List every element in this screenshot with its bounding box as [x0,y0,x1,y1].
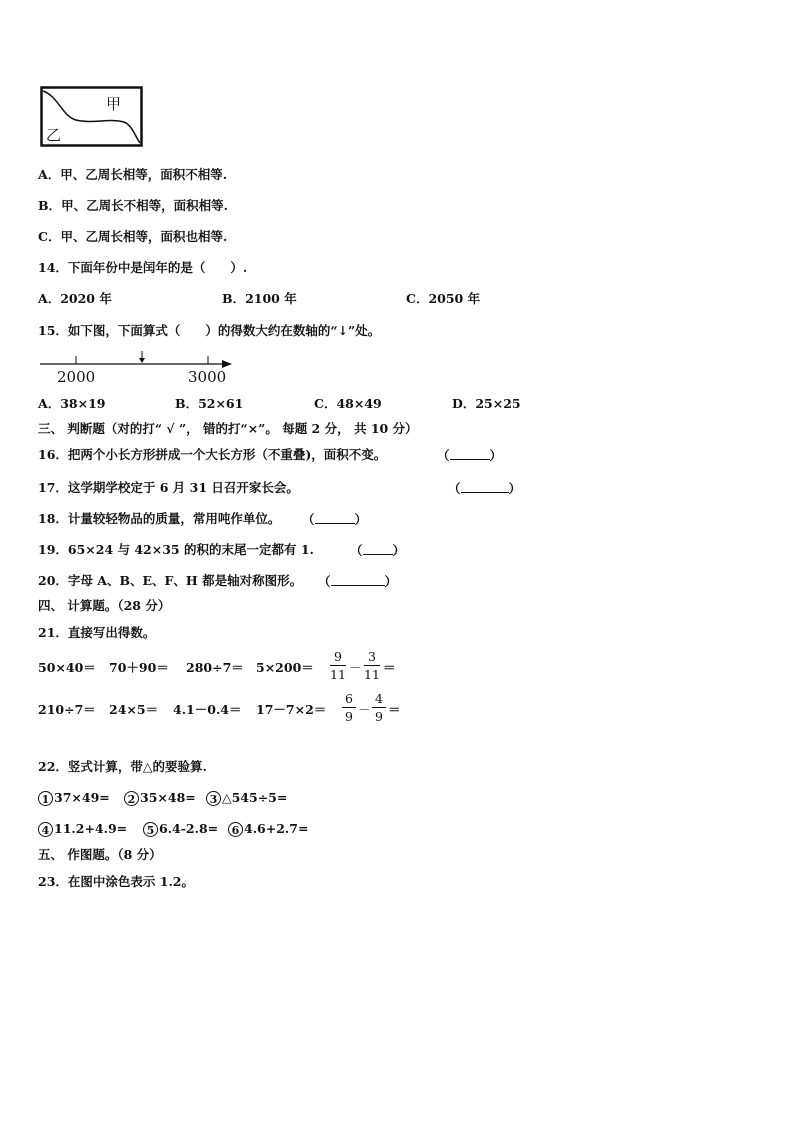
paren-open: （ [302,512,315,527]
paren-close: ） [354,512,368,527]
blank-line [461,480,509,493]
q16-answer-blank[interactable] [437,447,502,464]
q20-answer-blank[interactable] [318,573,397,590]
section-5-heading: 五、 作图题。（8 分） [38,847,162,862]
numerator: 3 [368,649,376,664]
denominator: 9 [345,709,353,724]
q13-option-b: B．甲、乙周长不相等，面积相等. [38,198,228,213]
q22-item-5 [143,821,218,837]
q23-stem: 23．在图中涂色表示 1.2。 [38,874,194,889]
figure-label-jia: 甲 [106,95,122,113]
q15-option-d: D．25×25 [452,396,521,411]
circled-number: 5 [143,822,158,837]
q21-r1-item-1: 50×40＝ [38,660,96,675]
q22-item-4 [38,821,127,837]
paren-close: ） [384,574,398,589]
q15-option-a: A．38×19 [38,396,106,411]
blank-line [363,542,393,555]
expression: 35×48= [140,790,196,805]
q21-r1-item-2: 70＋90＝ [109,660,169,675]
figure-label-yi: 乙 [46,126,62,144]
q18-text: 18．计量较轻物品的质量，常用吨作单位。 [38,511,281,526]
section-3-heading: 三、 判断题（对的打“ √ ”， 错的打“×”。 每题 2 分， 共 10 分） [38,421,418,436]
q15-option-c: C．48×49 [314,396,382,411]
q21-r2-item-3: 4.1－0.4＝ [173,702,242,717]
q15-option-b: B．52×61 [175,396,244,411]
circled-number: 6 [228,822,243,837]
expression: 6.4-2.8= [159,821,219,836]
expression: 37×49= [54,790,110,805]
q21-stem: 21．直接写出得数。 [38,625,156,640]
paren-open: （ [350,543,363,558]
jia-yi-figure [40,86,144,148]
q21-r1-item-4: 5×200＝ [256,660,314,675]
blank-line [450,447,490,460]
numerator: 9 [334,649,342,664]
paren-close: ） [508,481,522,496]
circled-number: 4 [38,822,53,837]
q21-frac2-eq: ＝ [388,702,401,717]
denominator: 9 [375,709,383,724]
circled-number: 3 [206,791,221,806]
q21-frac1-op: － [349,660,362,675]
jia-yi-figure-svg [40,86,144,148]
q14-stem: 14．下面年份中是闰年的是（ ）. [38,260,248,275]
q17-text: 17．这学期学校定于 6 月 31 日召开家长会。 [38,480,299,495]
q21-frac2-op: － [358,702,371,717]
q20-text: 20．字母 A、B、E、F、H 都是轴对称图形。 [38,573,303,588]
q22-item-6 [228,821,308,837]
paren-open: （ [448,481,461,496]
fraction-bar [364,665,380,666]
q21-r2-item-4: 17－7×2＝ [256,702,327,717]
axis-label-2000: 2000 [57,368,96,384]
fraction-bar [372,707,386,708]
blank-line [315,511,355,524]
denominator: 11 [364,667,380,682]
paren-open: （ [437,448,450,463]
fraction-bar [342,707,356,708]
numerator: 6 [345,691,353,706]
paren-close: ） [392,543,406,558]
numerator: 4 [375,691,383,706]
q14-option-a: A．2020 年 [38,291,112,306]
circled-number: 1 [38,791,53,806]
blank-line [331,573,385,586]
q17-answer-blank[interactable] [448,480,521,497]
q21-r2-item-1: 210÷7＝ [38,702,96,717]
section-4-heading: 四、 计算题。（28 分） [38,598,171,613]
q21-frac1-eq: ＝ [383,660,396,675]
q16-text: 16．把两个小长方形拼成一个大长方形（不重叠)，面积不变。 [38,447,387,462]
paren-open: （ [318,574,331,589]
expression: 11.2+4.9= [54,821,128,836]
expression: 4.6+2.7= [244,821,309,836]
q19-answer-blank[interactable] [350,542,405,559]
q13-option-a: A．甲、乙周长相等，面积不相等. [38,167,228,182]
number-line-svg [36,350,236,384]
axis-label-3000: 3000 [188,368,227,384]
q22-stem: 22．竖式计算，带△的要验算. [38,759,207,774]
q19-text: 19．65×24 与 42×35 的积的末尾一定都有 1. [38,542,314,557]
q21-frac2-b [372,691,386,724]
q21-frac1-b [364,649,380,682]
q22-item-1 [38,790,110,806]
q13-option-c: C．甲、乙周长相等，面积也相等. [38,229,228,244]
q22-item-2 [124,790,196,806]
q14-option-b: B．2100 年 [222,291,297,306]
number-line [36,350,236,384]
q15-stem: 15．如下图，下面算式（ ）的得数大约在数轴的“↓”处。 [38,323,381,338]
expression: △545÷5= [222,790,288,805]
circled-number: 2 [124,791,139,806]
paren-close: ） [489,448,503,463]
q18-answer-blank[interactable] [302,511,367,528]
fraction-bar [330,665,346,666]
q21-frac2-a [342,691,356,724]
q21-r2-item-2: 24×5＝ [109,702,159,717]
q21-r1-item-3: 280÷7＝ [186,660,244,675]
q14-option-c: C．2050 年 [406,291,481,306]
denominator: 11 [330,667,346,682]
q22-item-3 [206,790,287,806]
q21-frac1-a [330,649,346,682]
